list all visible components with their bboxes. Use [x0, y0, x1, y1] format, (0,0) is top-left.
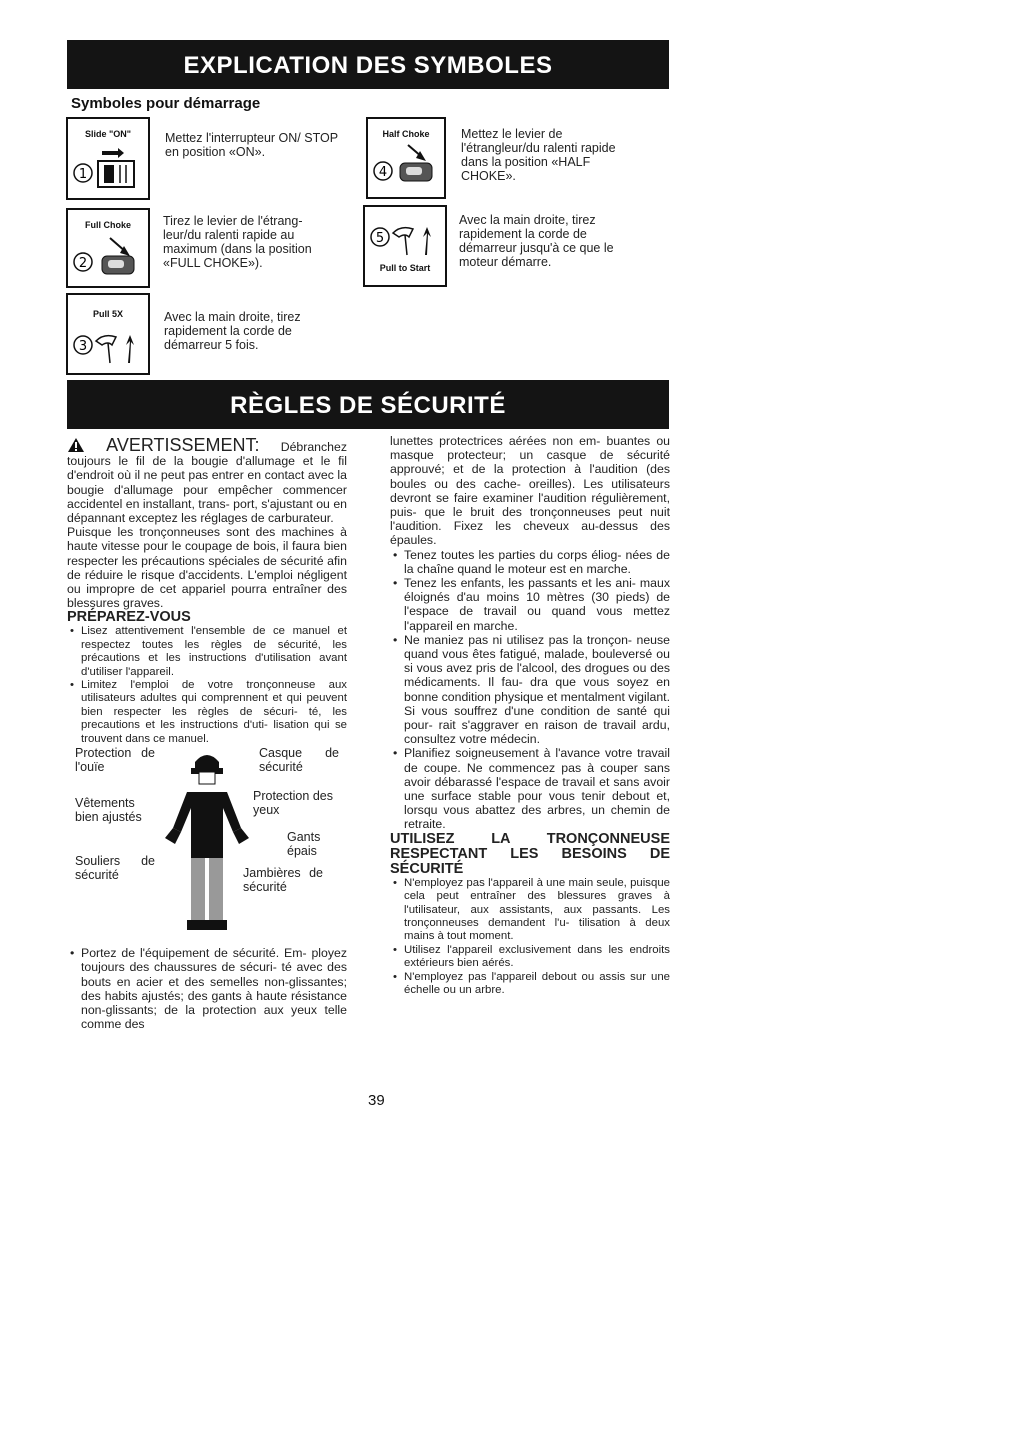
- symbol-number: 2: [78, 256, 88, 271]
- warning-label: AVERTISSEMENT:: [67, 438, 281, 455]
- label-legs: Jambières de sécurité: [243, 866, 323, 895]
- list-item: • N'employez pas l'appareil à une main seule, puisque cela peut entraîner des blessures graves à l'utilisateur, aux assistants, aux passants. Les tronçonneuses demandent l'u- tilisation à deux mains à tout moment.: [404, 877, 670, 944]
- label-gloves: Gants épais: [287, 830, 321, 859]
- warning-text: Débranchez toujours le fil de la bougie d'allumage et le fil d'endroit où il ne peut pas entrer en contact avec la bougie d'allumage pour empêcher commencer accidentel en installant, trans- port, s'ajustant ou en dépannant exceptez les réglages de carburateur.: [67, 440, 347, 526]
- symbol-description: Mettez le levier de l'étrangleur/du ralenti rapide dans la position «HALF CHOKE».: [461, 127, 616, 183]
- symbol-box-half-choke: [366, 117, 446, 199]
- symbol-box-slide-on: [66, 117, 150, 200]
- symbol-box-pull-to-start: [363, 205, 447, 287]
- start-symbols-heading: Symboles pour démarrage: [71, 95, 261, 112]
- section-heading-prepare: PRÉPAREZ-VOUS: [67, 609, 191, 626]
- symbol-description: Mettez l'interrupteur ON/ STOP en position «ON».: [165, 131, 338, 159]
- half-choke-icon: [372, 143, 440, 191]
- symbol-description: Tirez le levier de l'étrang- leur/du ralenti rapide au maximum (dans la position «FULL CHOKE»).: [163, 214, 312, 270]
- list-item: • Planifiez soigneusement à l'avance votre travail de coupe. Ne commencez pas à couper sans avoir débarassé l'espace de travail et sans avoir une surface stable pour vous tenir debout et, lorsqu vous abattez des arbres, un chemin de retraite.: [404, 746, 670, 831]
- protected-operator-illustration: [137, 748, 277, 940]
- list-item: • Utilisez l'appareil exclusivement dans les endroits extérieurs bien aérés.: [404, 944, 670, 971]
- symbol-description: Avec la main droite, tirez rapidement la corde de démarreur jusqu'à ce que le moteur démarre.: [459, 213, 614, 269]
- body-paragraph: lunettes protectrices aérées non em- buantes ou masque protecteur; un casque de sécurité approuvé; et de la protection à l'audition (des boules ou des cache- oreilles). Les utilisateurs devront se faire examiner l'audition régulièrement, puis- que le bruit des tronçonneuses peut nuit l'audition. Fixez les cheveux au-dessus des épaules.: [390, 434, 670, 548]
- label-ear-protection: Protection de l'ouïe: [75, 746, 155, 775]
- list-item: • Limitez l'emploi de votre tronçonneuse aux utilisateurs adultes qui comprennent et qui peuvent bien respecter les règles de sécuri- té, les precautions et les instructions d'uti- lisation qui se trouvent dans ce manuel.: [81, 679, 347, 746]
- list-item: • N'employez pas l'appareil debout ou assis sur une échelle ou un arbre.: [404, 971, 670, 998]
- symbol-number: 1: [78, 167, 88, 182]
- pull-cord-icon: [369, 211, 441, 259]
- right-column: [390, 434, 670, 997]
- choke-lever-icon: [72, 234, 144, 282]
- list-item: • Ne maniez pas ni utilisez pas la tronçon- neuse quand vous êtes fatigué, malade, bouleversé ou si vous avez pris de l'alcool, des drogues ou des médicaments. Il fau- dra que vous soyez en bonne condition physique et mentalment vigilant. Si vous souffrez d'une condition de santé qui pour- rait s'aggraver en raison de travail ardu, consultez votre médecin.: [404, 633, 670, 747]
- symbol-label: Pull to Start: [379, 263, 431, 273]
- label-helmet: Casque de sécurité: [259, 746, 339, 775]
- list-item: • Tenez toutes les parties du corps éliog- nées de la chaîne quand le moteur est en marche.: [404, 548, 670, 576]
- list-item: • Lisez attentivement l'ensemble de ce manuel et respectez toutes les règles de sécurité, les précautions et les instructions d'utilisation avant d'utiliser l'appareil.: [81, 625, 347, 679]
- rules-list: [390, 548, 670, 832]
- prepare-list: [67, 625, 347, 746]
- symbol-number: 5: [375, 231, 385, 246]
- pull-cord-icon: [72, 319, 144, 369]
- symbol-number: 4: [378, 165, 388, 180]
- symbol-box-pull-5x: [66, 293, 150, 375]
- safety-rules-banner: RÈGLES DE SÉCURITÉ: [67, 380, 669, 429]
- switch-on-icon: [72, 143, 144, 193]
- symbols-banner: EXPLICATION DES SYMBOLES: [67, 40, 669, 89]
- symbol-number: 3: [78, 339, 88, 354]
- use-list: [390, 877, 670, 998]
- warning-paragraph: [67, 437, 347, 525]
- safety-gear-figure: [67, 746, 347, 946]
- body-paragraph: Puisque les tronçonneuses sont des machines à haute vitesse pour le coupage de bois, il faura bien respecter les précautions spéciales de sécurité afin de réduire le risque d'accidents. L'emploi négligent ou impropre de cet appariel pourra entraîner des blessures graves.: [67, 525, 347, 611]
- page-number: 39: [368, 1092, 385, 1109]
- label-shoes: Souliers de sécurité: [75, 854, 155, 883]
- symbol-label: Slide "ON": [84, 129, 132, 139]
- symbol-label: Pull 5X: [92, 309, 123, 319]
- section-heading-use: UTILISEZ LA TRONÇONNEUSE RESPECTANT LES BESOINS DE SÉCURITÉ: [390, 830, 670, 877]
- symbol-description: Avec la main droite, tirez rapidement la corde de démarreur 5 fois.: [164, 310, 301, 352]
- left-column: [67, 437, 347, 1031]
- symbol-label: Half Choke: [382, 129, 430, 139]
- symbol-label: Full Choke: [84, 220, 131, 230]
- symbol-box-full-choke: [66, 208, 150, 288]
- list-item: • Portez de l'équipement de sécurité. Em- ployez toujours des chaussures de sécuri- té avec des bouts en acier et des semelles non-glissantes; des habits ajustés; des gants à haute résistance non-glissants; de la protection aux yeux telle comme des: [81, 946, 347, 1031]
- gear-list: [67, 946, 347, 1031]
- warning-triangle-icon: [67, 437, 85, 453]
- label-clothes: Vêtements bien ajustés: [75, 796, 142, 825]
- label-eye-protection: Protection des yeux: [253, 789, 333, 818]
- list-item: • Tenez les enfants, les passants et les ani- maux éloignés d'au moins 10 mètres (30 pieds) de l'espace de travail ou quand vous mettez l'appareil en marche.: [404, 576, 670, 633]
